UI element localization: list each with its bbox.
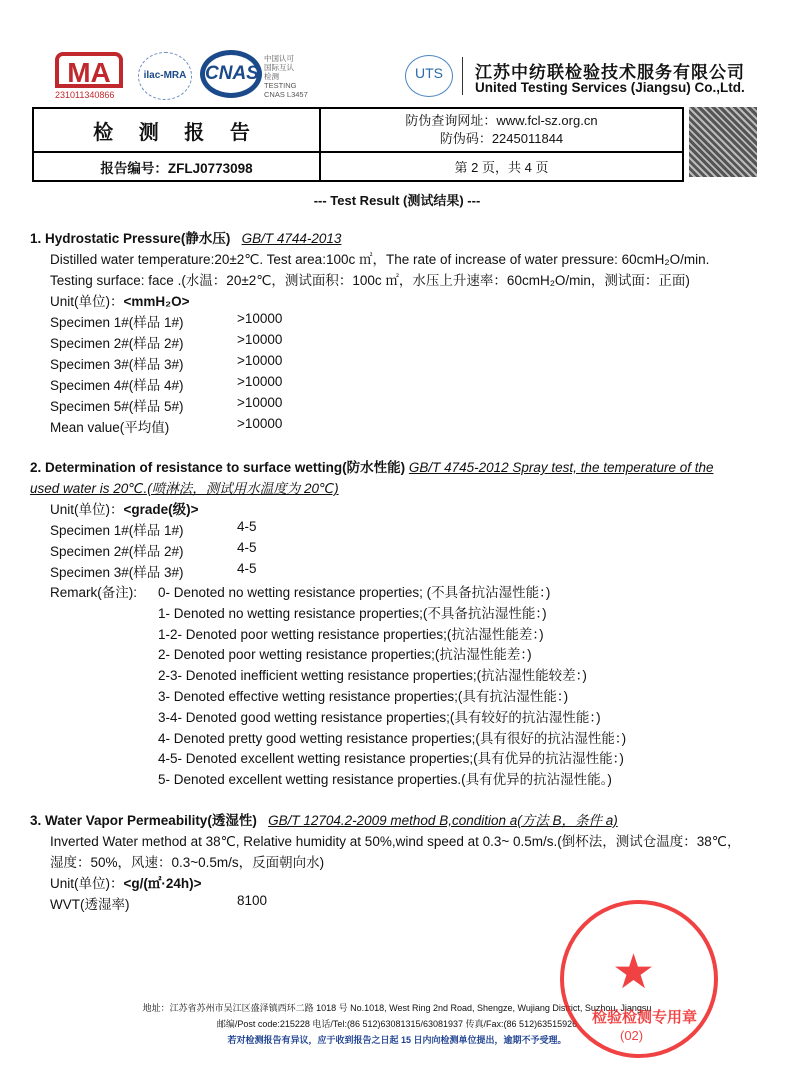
footer-address: 地址：江苏省苏州市吴江区盛泽镇西环二路 1018 号 No.1018, West Ring 2nd Road, Shengze, Wujiang District, Suzhou, Jiangsu [142,1003,652,1013]
star-icon: ★ [612,946,656,999]
remark-label: Remark(备注): [50,585,137,600]
remark-item: 1- Denoted no wetting resistance properties;(不具备抗沾湿性能：) [158,605,547,621]
report-header-table [32,107,684,182]
unit-label: Unit(单位)： [50,502,124,517]
section-title: --- Test Result (测试结果) --- [313,193,481,208]
heading-text: 3. Water Vapor Permeability(透湿性) [30,813,257,828]
specimen-value: >10000 [237,395,283,410]
specimen-value: >10000 [237,416,283,431]
stamp-number: (02) [620,1028,644,1043]
specimen-value: >10000 [237,332,283,347]
cnas-text-line: 检测 [264,72,279,81]
uts-logo: UTS [405,55,453,97]
footer-contact: 邮编/Post code:215228 电话/Tel:(86 512)63081315/63081937 传真/Fax:(86 512)63515926 [216,1019,578,1029]
official-stamp [560,900,718,1058]
remark-item: 2- Denoted poor wetting resistance properties;(抗沾湿性能差：) [158,647,532,663]
specimen-label: Specimen 4#(样品 4#) [50,378,184,393]
wvt-label: WVT(透湿率) [50,897,130,912]
section-2-heading [30,456,714,476]
remark-item: 3-4- Denoted good wetting resistance properties;(具有较好的抗沾湿性能：) [158,709,601,725]
divider [462,57,463,95]
standard: GB/T 4744-2013 [241,231,342,246]
specimen-label: Specimen 2#(样品 2#) [50,336,184,351]
heading-text: 1. Hydrostatic Pressure(静水压) [30,231,231,246]
page-info: 第 2 页，共 4 页 [320,152,683,181]
test-conditions: Inverted Water method at 38℃, Relative humidity at 50%,wind speed at 0.3~ 0.5m/s.(倒杯法，测试仓温度：38℃， [50,834,741,849]
section-1-heading [30,227,341,247]
specimen-label: Specimen 3#(样品 3#) [50,357,184,372]
qr-code [689,107,757,177]
unit-line [50,290,190,310]
specimen-value: 4-5 [237,561,257,576]
unit-line [50,872,202,892]
test-conditions-cn: Testing surface: face .(水温：20±2℃，测试面积：100c ㎡，水压上升速率：60cmH₂O/min，测试面：正面) [50,273,690,288]
cnas-text-line: CNAS L3457 [264,90,308,99]
cnas-text-line: TESTING [264,81,297,90]
specimen-label: Specimen 1#(样品 1#) [50,315,184,330]
stamp-title: 检验检测专用章 [592,1009,698,1026]
unit-value: <g/(㎡·24h)> [123,876,202,891]
ilac-mra-logo: ilac-MRA [138,52,192,100]
unit-label: Unit(单位)： [50,294,124,309]
company-name-cn: 江苏中纺联检验技术服务有限公司 [475,63,745,82]
specimen-label: Specimen 2#(样品 2#) [50,544,184,559]
unit-line [50,498,199,518]
specimen-value: >10000 [237,311,283,326]
remark-item: 2-3- Denoted inefficient wetting resistance properties;(抗沾湿性能较差：) [158,668,587,684]
verify-code: 防伪码：2245011844 [439,131,564,146]
verify-url: 防伪查询网址：www.fcl-sz.org.cn [405,113,598,128]
company-name-en: United Testing Services (Jiangsu) Co.,Ltd. [475,80,745,95]
remark-item: 0- Denoted no wetting resistance properties; (不具备抗沾湿性能：) [158,585,551,600]
standard-cont: used water is 20℃.(喷淋法，测试用水温度为 20℃) [30,481,339,496]
wvt-value: 8100 [237,893,268,908]
report-title: 检 测 报 告 [33,108,320,152]
remark-item: 4- Denoted pretty good wetting resistance properties;(具有很好的抗沾湿性能：) [158,730,627,746]
cnas-text-line: 中国认可 [264,54,294,63]
cnas-logo: CNAS [200,50,262,98]
standard: GB/T 12704.2-2009 method B,condition a(方法 B，条件 a) [268,813,618,828]
specimen-label: Specimen 3#(样品 3#) [50,565,184,580]
remark-item: 1-2- Denoted poor wetting resistance properties;(抗沾湿性能差：) [158,626,544,642]
unit-value: <grade(级)> [123,502,199,517]
unit-value: <mmH₂O> [123,294,190,309]
remark-item: 4-5- Denoted excellent wetting resistance properties;(具有优异的抗沾湿性能：) [158,751,624,767]
cma-number: 231011340866 [55,90,115,100]
section-3-heading [30,809,618,829]
report-number: 报告编号：ZFLJ0773098 [33,152,320,181]
specimen-label: Specimen 5#(样品 5#) [50,399,184,414]
specimen-value: >10000 [237,374,283,389]
specimen-value: 4-5 [237,540,257,555]
specimen-value: 4-5 [237,519,257,534]
heading-text: 2. Determination of resistance to surface wetting(防水性能) [30,460,406,475]
cma-logo: MA [55,52,123,88]
specimen-label: Specimen 1#(样品 1#) [50,523,184,538]
specimen-label: Mean value(平均值) [50,420,170,435]
cnas-text-line: 国际互认 [264,63,294,72]
test-conditions-cn: 湿度：50%，风速：0.3~0.5m/s，反面朝向水) [50,855,325,870]
standard: GB/T 4745-2012 Spray test, the temperature of the [408,460,714,475]
remark-item: 3- Denoted effective wetting resistance properties;(具有抗沾湿性能：) [158,689,569,704]
test-conditions: Distilled water temperature:20±2℃. Test area:100c ㎡，The rate of increase of water pressure: 60cmH₂O/min. [50,252,710,267]
footer-notice: 若对检测报告有异议，应于收到报告之日起 15 日内向检测单位提出，逾期不予受理。 [227,1035,567,1045]
unit-label: Unit(单位)： [50,876,124,891]
cnas-text [264,54,308,99]
remark-item: 5- Denoted excellent wetting resistance properties.(具有优异的抗沾湿性能。) [158,772,612,788]
specimen-value: >10000 [237,353,283,368]
